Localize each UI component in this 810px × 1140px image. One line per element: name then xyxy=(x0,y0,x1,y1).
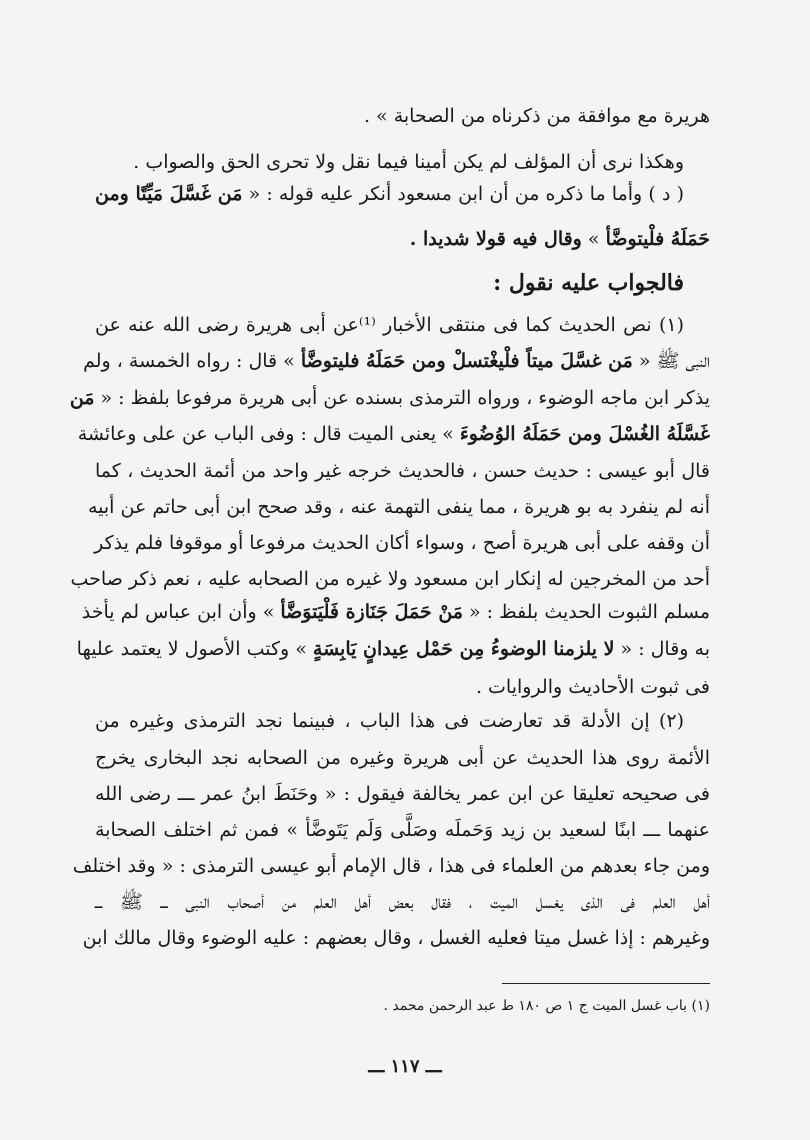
section-heading: فالجواب عليه نقول : xyxy=(493,270,684,296)
body-line-1: هريرة مع موافقة من ذكرناه من الصحابة » . xyxy=(363,105,710,127)
footnote: (١) باب غسل الميت ج ١ ص ١٨٠ ط عبد الرحمن محمد . xyxy=(383,998,710,1014)
body-line-9: قال أبو عيسى : حديث حسن ، فالحديث خرجه غير واحد من أئمة الحديث ، كما xyxy=(95,460,710,482)
hadith-quote-bold: غَسَّلَهُ الغُسْلَ ومن حَمَلَهُ الوُضُوءَ xyxy=(459,423,710,445)
hadith-quote-bold: مَن xyxy=(69,387,95,409)
body-line-3: ( د ) وأما ما ذكره من أن ابن مسعود أنكر عليه قوله : « مَن غَسَّلَ مَيِّتًا ومن xyxy=(95,183,685,205)
body-line-13: مسلم الثبوت الحديث بلفظ : « مَنْ حَمَلَ جَنَازة فَلْيَتوَضَّأ » وأن ابن عباس لم يأخذ xyxy=(81,601,710,623)
hadith-quote-bold: مَن غَسَّلَ مَيِّتًا ومن xyxy=(95,183,243,205)
hadith-quote-bold: مَن غسَّلَ ميتاً فلْيغْتسلْ ومن حَمَلَهُ فليتوضَّأ xyxy=(300,350,633,372)
body-line-16: (٢) إن الأدلة قد تعارضت فى هذا الباب ، فبينما نجد الترمذى وغيره من xyxy=(95,710,684,732)
body-line-20: ومن جاء بعدهم من العلماء فى هذا ، قال الإمام أبو عيسى الترمذى : « وقد اختلف xyxy=(72,855,710,877)
statement-bold: وقال فيه قولا شديدا . xyxy=(409,228,582,250)
body-line-14: به وقال : « لا يلزمنا الوضوءُ مِن حَمْل عِيدانٍ يَابِسَةٍ » وكتب الأصول لا يعتمد عليها xyxy=(76,638,710,660)
hadith-quote-bold: لا يلزمنا الوضوءُ مِن حَمْل عِيدانٍ يَابِسَةٍ xyxy=(312,638,615,660)
body-line-15: فى ثبوت الأحاديث والروايات . xyxy=(475,676,710,698)
body-line-22: وغيرهم : إذا غسل ميتا فعليه الغسل ، وقال بعضهم : عليه الوضوء وقال مالك ابن xyxy=(82,927,710,949)
body-line-19: عنهما ـــ ابنًا لسعيد بن زيد وَحَملَه وصَلَّى وَلَم يَتَوضَّأ » فمن ثم اختلف الصحابة xyxy=(95,819,710,841)
body-line-21: أهل العلم فى الذى يغسل الميت ، فقال بعض أهل العلم من أصحاب النبى ـــ ﷺ ـــ xyxy=(95,891,710,913)
hadith-quote-bold: حَمَلَهُ فلْيتوضَّأ xyxy=(605,228,710,250)
body-line-5: (١) نص الحديث كما فى منتقى الأخبار ⁽¹⁾عن أبى هريرة رضى الله عنه عن xyxy=(95,314,684,336)
body-line-2: وهكذا نرى أن المؤلف لم يكن أمينا فيما نقل ولا تحرى الحق والصواب . xyxy=(133,151,684,173)
footnote-divider xyxy=(502,983,710,984)
body-line-17: الأئمة روى هذا الحديث عن أبى هريرة وغيره من الصحابه نجد البخارى يخرج xyxy=(95,747,710,769)
body-line-4: حَمَلَهُ فلْيتوضَّأ » وقال فيه قولا شديدا . xyxy=(409,228,710,250)
body-line-6: النبى ﷺ « مَن غسَّلَ ميتاً فلْيغْتسلْ ومن حَمَلَهُ فليتوضَّأ » قال : رواه الخمسة ، ولم xyxy=(83,350,710,372)
body-line-18: فى صحيحه تعليقا عن ابن عمر يخالفة فيقول : « وحَنَطَ ابنُ عمر ـــ رضى الله xyxy=(95,783,710,805)
body-line-7: يذكر ابن ماجه الوضوء ، ورواه الترمذى بسنده عن أبى هريرة مرفوعا بلفظ : « مَن xyxy=(69,387,710,409)
hadith-quote-bold: مَنْ حَمَلَ جَنَازة فَلْيَتوَضَّأ xyxy=(280,601,463,623)
body-line-11: أن وقفه على أبى هريرة أصح ، وسواء أكان الحديث مرفوعا أو موقوفا فلم يذكر xyxy=(94,532,710,554)
body-line-12: أحد من المخرجين له إنكار ابن مسعود ولا غيره من الصحابه عليه ، نعم ذكر صاحب xyxy=(70,568,710,590)
body-line-10: أنه لم ينفرد به بو هريرة ، مما ينفى التهمة عنه ، وقد صحح ابن أبى حاتم عن أبيه xyxy=(87,496,710,518)
page-number: ـــ ١١٧ ـــ xyxy=(368,1056,442,1077)
body-line-8: غَسَّلَهُ الغُسْلَ ومن حَمَلَهُ الوُضُوءَ » يعنى الميت قال : وفى الباب عن على وعائشة xyxy=(77,423,710,445)
